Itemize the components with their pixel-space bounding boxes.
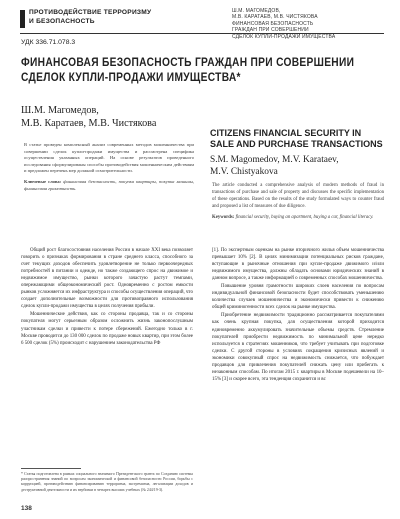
header-rule <box>20 33 384 34</box>
running-line: ФИНАНСОВАЯ БЕЗОПАСНОСТЬ <box>232 20 314 27</box>
abstract-en-text: The article conducted a comprehensive analysis of modern methods of fraud in transactions of purchase and sale of property and discusses the specific implementation of these operations. Based on the results of the study formulated ways to counter fraud and proposed a list of measures of due diligence. <box>212 183 384 209</box>
body-paragraph: Приобретение недвижимости традиционно рассматривается покупателями как очень крупная покупка, для осуществления которой приходится единовременно аккумулировать значительные объемы средств. Стремление покупателей приобрести недвижимость по минимальной цене нередко используется в стратегиях мошенников, что требует учитывать при подготовке сделки. С другой стороны в условиях сокращения кризисных явлений и экономики совокупный спрос на недвижимость снижается, что побуждает продавцов для привлечения покупателей снижать цену или прибегать к незаконным способам. По итогам 2015 г. квартиры в Москве подешевели на 10–15% [3] и скорее всего, эта тенденция сохранится и вс <box>212 313 384 382</box>
running-line: М.В. КАРАТАЕВ, М.В. ЧИСТЯКОВА <box>232 14 318 21</box>
running-header <box>20 8 384 40</box>
abstract-en <box>212 182 384 221</box>
authors-ru-line: М.В. Каратаев, М.В. Чистякова <box>21 118 157 129</box>
abstract-ru-text: В статье проведен комплексный анализ современных методов мошенничества при совершении сделок купли-продажи имущества и рассмотрена специфика осуществления указанных операций. На основе результатов проведенного исследования сформулированы способы противодействия мошенническим действиям и предложен перечень мер должной осмотрительности. <box>24 142 194 174</box>
section-line: И БЕЗОПАСНОСТЬ <box>29 17 95 25</box>
authors-ru <box>21 104 191 130</box>
authors-en-line: M.V. Chistyakova <box>210 167 278 177</box>
keywords-ru <box>24 179 194 192</box>
keywords-en <box>212 214 384 221</box>
running-title <box>232 8 335 40</box>
section-marker <box>20 10 25 28</box>
body-paragraph: Мошеннические действия, как со стороны продавца, так и со стороны покупателя могут серьезным образом осложнить жизнь законопослушным участникам сделки и привести к потере сбережений. Ежегодно только в г. Москве проводится до 130 000 сделок по продаже новых квартир, при этом более 6 500 сделок (5%) происходит с нарушением законодательства РФ <box>21 312 193 346</box>
keywords-ru-text: финансовая безопасность, покупка квартиры, покупка машины, финансовая грамотность. <box>24 178 195 191</box>
authors-en <box>210 154 385 178</box>
running-line: ГРАЖДАН ПРИ СОВЕРШЕНИИ <box>232 27 309 34</box>
journal-section <box>29 9 151 27</box>
page-number: 138 <box>21 505 32 512</box>
abstract-ru <box>24 142 194 192</box>
keywords-en-text: financial security, buying an apartment, buying a car, financial literacy. <box>235 215 374 220</box>
body-column-right <box>212 247 384 384</box>
keywords-en-label: Keywords: <box>212 215 235 220</box>
udk-code: УДК 336.71.078.3 <box>21 39 76 46</box>
section-line: ПРОТИВОДЕЙСТВИЕ ТЕРРОРИЗМУ <box>29 9 152 16</box>
running-line: Ш.М. МАГОМЕДОВ, <box>232 8 281 14</box>
running-line: СДЕЛОК КУПЛИ-ПРОДАЖИ ИМУЩЕСТВА <box>232 33 336 40</box>
authors-ru-line: Ш.М. Магомедов, <box>21 105 99 116</box>
article-title-ru: ФИНАНСОВАЯ БЕЗОПАСНОСТЬ ГРАЖДАН ПРИ СОВЕРШЕНИИ СДЕЛОК КУПЛИ-ПРОДАЖИ ИМУЩЕСТВА* <box>21 56 355 84</box>
article-title-en: CITIZENS FINANCIAL SECURITY IN SALE AND PURCHASE TRANSACTIONS <box>210 128 383 149</box>
body-paragraph: Общий рост благосостояния населения России в начале XXI века позволяет говорить о признаках формирования в стране среднего класса, способного за счет текущих доходов обеспечить удовлетворение не только первоочередных потребностей в питании и одежде, но также создающего спрос на движимое и недвижимое имущество, рынки которого зачастую растут темпами, опережающими общеэкономический рост. Одновременно с ростом емкости рынков усложняется их инфраструктура и способы осуществления операций, что создает дополнительные возможности для противоправного использования сделок купли-продажи имущества в целях получения прибыли. <box>21 248 193 310</box>
keywords-ru-label: Ключевые слова: <box>24 178 62 184</box>
authors-en-line: S.M. Magomedov, M.V. Karataev, <box>210 155 339 165</box>
body-column-left <box>21 247 193 348</box>
footnote: * Статья подготовлена в рамках социального значимого Президентского гранта по Созданию системы распространения знаний по вопросам экономической и финансовой безопасности России, борьбы с коррупцией, противодействию финансированию терроризма, экстремизма, легализации доходов и деструктивной деятельности и их вербовки в четырех высших учебных (№ 244/19-3). <box>21 472 193 492</box>
footnote-rule <box>21 468 81 469</box>
body-paragraph: [1]. По экспертным оценкам на рынке вторичного жилья объем мошенничества превышает 10% [2]. В целях минимизации потенциальных рисков граждане, вступающие в рыночные отношения при купле-продаже движимого и/или недвижимого имущества, должны обладать основами юридических знаний в данном вопросе, а также информацией о современных способах мошенничества. <box>212 248 384 282</box>
body-paragraph: Повышение уровня грамотности широких слоев населения по вопросам индивидуальной финансовой безопасности будет способствовать уменьшению количества случаев мошенничества и экономически привести к снижению общей криминогенности всех сделок на рынке имущества. <box>212 284 384 311</box>
